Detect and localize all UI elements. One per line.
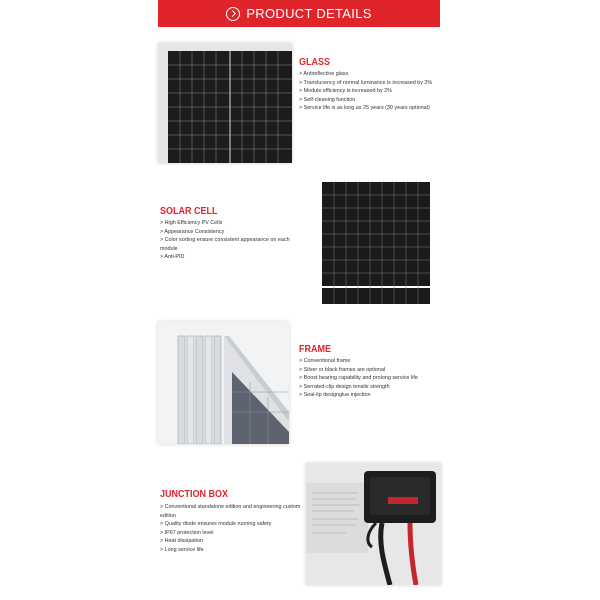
frame-graphic (158, 322, 289, 444)
list-item: > Service life is as long as 25 years (30 years optional) (299, 105, 430, 112)
junction-box-heading: JUNCTION BOX (160, 489, 229, 500)
list-item: > Seal-lip designglue injection (299, 392, 371, 399)
list-item: > Long service life (160, 546, 204, 553)
chevron-right-icon (226, 7, 240, 21)
glass-panel-photo (158, 43, 292, 163)
glass-heading: GLASS (299, 57, 331, 68)
junction-box-photo (306, 463, 441, 585)
list-item: > Module efficiency is increased by 2% (299, 88, 392, 95)
solar-cell-bullets (160, 219, 300, 262)
banner-title: PRODUCT DETAILS (246, 6, 372, 21)
solar-cell-photo (320, 182, 432, 304)
list-item: > Translucency of normal luminance is increased by 2% (299, 79, 433, 86)
list-item: > Quality diode ensures module running safety (160, 521, 272, 528)
list-item: > High Efficiency PV Cells (160, 220, 223, 226)
list-item: > Silver or black frames are optional (299, 366, 386, 373)
solar-cell-heading: SOLAR CELL (160, 206, 218, 217)
frame-heading: FRAME (299, 344, 332, 355)
list-item: > Conventional frame (299, 358, 351, 364)
list-item: > Antireflective glass (299, 71, 349, 77)
list-item: > IP67 protection level (160, 529, 214, 536)
product-details-banner (158, 0, 440, 27)
list-item: > Boost bearing capability and prolong service life (299, 375, 418, 382)
frame-photo (158, 322, 289, 444)
glass-bullets (299, 70, 439, 113)
solar-cell-graphic (320, 182, 432, 304)
junction-box-bullets (160, 503, 305, 555)
glass-panel-graphic (158, 43, 292, 163)
frame-bullets (299, 357, 444, 400)
list-item: > Heat dissipation (160, 538, 204, 545)
list-item: > Serrated-clip design tensile strength (299, 383, 390, 390)
list-item: > Anti-PID (160, 254, 185, 261)
list-item: > Self-cleaning function (299, 96, 356, 103)
list-item: > Conventional standalone edition and engineering custom edition (160, 504, 301, 519)
list-item: > Appearance Consistency (160, 228, 225, 235)
list-item: > Color sorting ensure consistent appearance on each module (160, 237, 290, 252)
junction-box-graphic (306, 463, 441, 585)
